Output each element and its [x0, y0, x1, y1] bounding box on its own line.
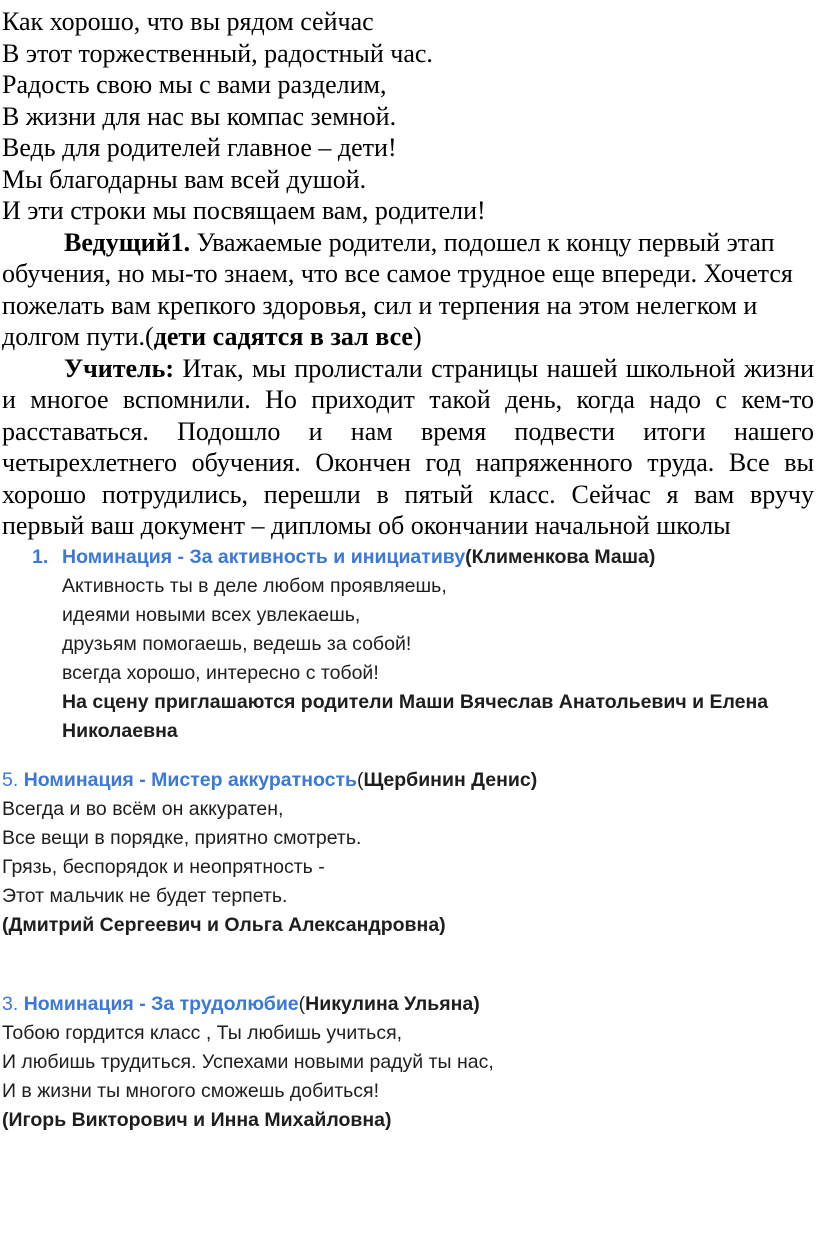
nomination-heading — [2, 766, 816, 795]
opening-poem — [0, 0, 816, 227]
spacer — [0, 746, 816, 766]
host-stage-direction: дети садятся в зал все — [153, 322, 413, 351]
spacer — [0, 940, 816, 990]
poem-line: Радость свою мы с вами разделим, — [2, 70, 387, 99]
verse-line: Все вещи в порядке, приятно смотреть. — [2, 826, 362, 849]
nominee-name: Никулина Ульяна) — [305, 992, 480, 1015]
verse-line: И любишь трудиться. Успехами новыми радуй ты нас, — [2, 1050, 494, 1073]
parents-names: (Игорь Викторович и Инна Михайловна) — [2, 1108, 392, 1131]
nomination-number: 1. — [32, 545, 49, 568]
nominee-open-paren: ( — [298, 992, 306, 1015]
teacher-text: Итак, мы пролистали страницы нашей школьной жизни и многое вспомнили. Но приходит такой день, когда надо с кем-то расставаться. Подошло и нам время подвести итоги нашего четырехлетнего обучения. Окончен год напряженного труда. Все вы хорошо потрудились, перешли в пятый класс. Сейчас я вам вручу первый ваш документ – дипломы об окончании начальной школы — [2, 353, 814, 540]
nomination-5 — [0, 766, 816, 940]
host-paragraph — [0, 227, 816, 353]
poem-line: Как хорошо, что вы рядом сейчас — [2, 7, 374, 36]
poem-line: В этот торжественный, радостный час. — [2, 38, 433, 68]
verse-line: Активность ты в деле любом проявляешь, — [62, 574, 447, 597]
nomination-heading — [62, 543, 816, 572]
verse-line: Грязь, беспорядок и неопрятность - — [2, 855, 325, 878]
verse-line: идеями новыми всех увлекаешь, — [62, 603, 361, 626]
poem-line: Мы благодарны вам всей душой. — [2, 164, 367, 194]
verse-line: всегда хорошо, интересно с тобой! — [62, 661, 379, 684]
nomination-3 — [0, 990, 816, 1135]
nomination-number: 3. — [2, 992, 19, 1015]
verse-line: Тобою гордится класс , Ты любишь учиться, — [2, 1021, 403, 1044]
nominee-name: Щербинин Денис) — [363, 768, 538, 791]
verse-line: И в жизни ты многого сможешь добиться! — [2, 1079, 380, 1102]
host-text: Уважаемые родители, подошел к концу первый этап обучения, но мы-то знаем, что все самое трудное еще впереди. Хочется пожелать вам крепкого здоровья, сил и терпения на этом нелегком и долгом пути.( — [2, 227, 793, 351]
nomination-number: 5. — [2, 768, 19, 791]
nominee-name: (Клименкова Маша) — [465, 545, 656, 568]
teacher-label: Учитель: — [64, 353, 175, 383]
teacher-paragraph — [0, 353, 816, 542]
nomination-title: Номинация - Мистер аккуратность — [23, 768, 358, 791]
poem-line: Ведь для родителей главное – дети! — [2, 133, 397, 162]
nomination-title: Номинация - За трудолюбие — [23, 992, 299, 1015]
poem-line: В жизни для нас вы компас земной. — [2, 101, 397, 131]
nomination-heading — [2, 990, 816, 1019]
host-closing: ) — [412, 322, 422, 351]
host-label: Ведущий1. — [64, 227, 191, 257]
nominee-open-paren: ( — [357, 768, 364, 791]
verse-line: Всегда и во всём он аккуратен, — [2, 797, 284, 820]
parents-invitation: На сцену приглашаются родители Маши Вячеслав Анатольевич и Елена Николаевна — [62, 690, 769, 742]
verse-line: Этот мальчик не будет терпеть. — [2, 884, 288, 907]
parents-names: (Дмитрий Сергеевич и Ольга Александровна) — [2, 913, 446, 936]
nomination-1 — [0, 543, 816, 746]
verse-line: друзьям помогаешь, ведешь за собой! — [62, 632, 412, 655]
poem-line: И эти строки мы посвящаем вам, родители! — [2, 196, 486, 225]
nomination-title: Номинация - За активность и инициативу — [62, 545, 466, 568]
